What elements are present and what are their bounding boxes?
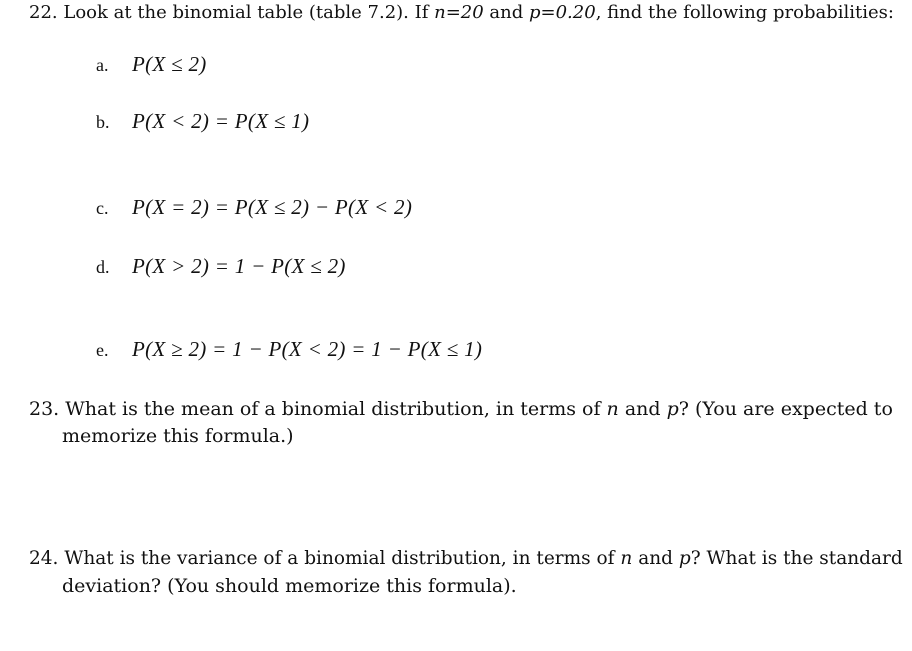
question-24-line-2: deviation? (You should memorize this formula).	[62, 575, 517, 597]
sub-item-e-expression: P(X ≥ 2) = 1 − P(X < 2) = 1 − P(X ≤ 1)	[132, 337, 483, 361]
sub-item-e-letter: e.	[96, 340, 109, 360]
question-23-p: p	[666, 398, 679, 420]
sub-item-a-letter: a.	[96, 55, 109, 75]
question-24-p: p	[678, 548, 691, 569]
sub-item-d-expression: P(X > 2) = 1 − P(X ≤ 2)	[132, 254, 346, 278]
question-22-n-value: n=20	[434, 2, 484, 23]
sub-item-d-letter: d.	[96, 257, 110, 277]
sub-item-c-expression: P(X = 2) = P(X ≤ 2) − P(X < 2)	[132, 195, 413, 219]
question-22-line	[29, 0, 894, 26]
question-22-text-end: , find the following probabilities:	[595, 2, 894, 23]
sub-item-a	[96, 52, 207, 77]
question-24-number: 24.	[29, 548, 59, 569]
question-24-text	[64, 548, 902, 569]
question-23-and: and	[618, 398, 667, 420]
question-24-text-end: ? What is the standard	[690, 548, 903, 569]
sub-item-b-letter: b.	[96, 112, 110, 132]
sub-item-a-expression: P(X ≤ 2)	[132, 52, 207, 76]
question-24-and: and	[632, 548, 679, 569]
question-22-text	[63, 2, 894, 23]
question-23-text-end: ? (You are expected to	[678, 398, 893, 420]
question-24-line	[29, 546, 903, 572]
question-22-number: 22.	[29, 2, 58, 23]
question-23-text-start: What is the mean of a binomial distribution, in terms of	[65, 398, 607, 420]
question-23-text	[65, 398, 893, 420]
sub-item-c-letter: c.	[96, 198, 109, 218]
question-22-text-start: Look at the binomial table (table 7.2). If	[63, 2, 435, 23]
sub-item-b	[96, 109, 309, 134]
question-23-line	[29, 396, 893, 422]
sub-item-e	[96, 337, 482, 362]
question-22-and: and	[483, 2, 529, 23]
sub-item-d	[96, 254, 346, 279]
question-23-line-2: memorize this formula.)	[62, 425, 294, 447]
question-23-n: n	[606, 398, 619, 420]
question-22-p-value: p=0.20	[529, 2, 596, 23]
sub-item-b-expression: P(X < 2) = P(X ≤ 1)	[132, 109, 310, 133]
question-23-number: 23.	[29, 398, 60, 420]
sub-item-c	[96, 195, 412, 220]
question-24-n: n	[620, 548, 633, 569]
question-24-text-start: What is the variance of a binomial distribution, in terms of	[64, 548, 621, 569]
